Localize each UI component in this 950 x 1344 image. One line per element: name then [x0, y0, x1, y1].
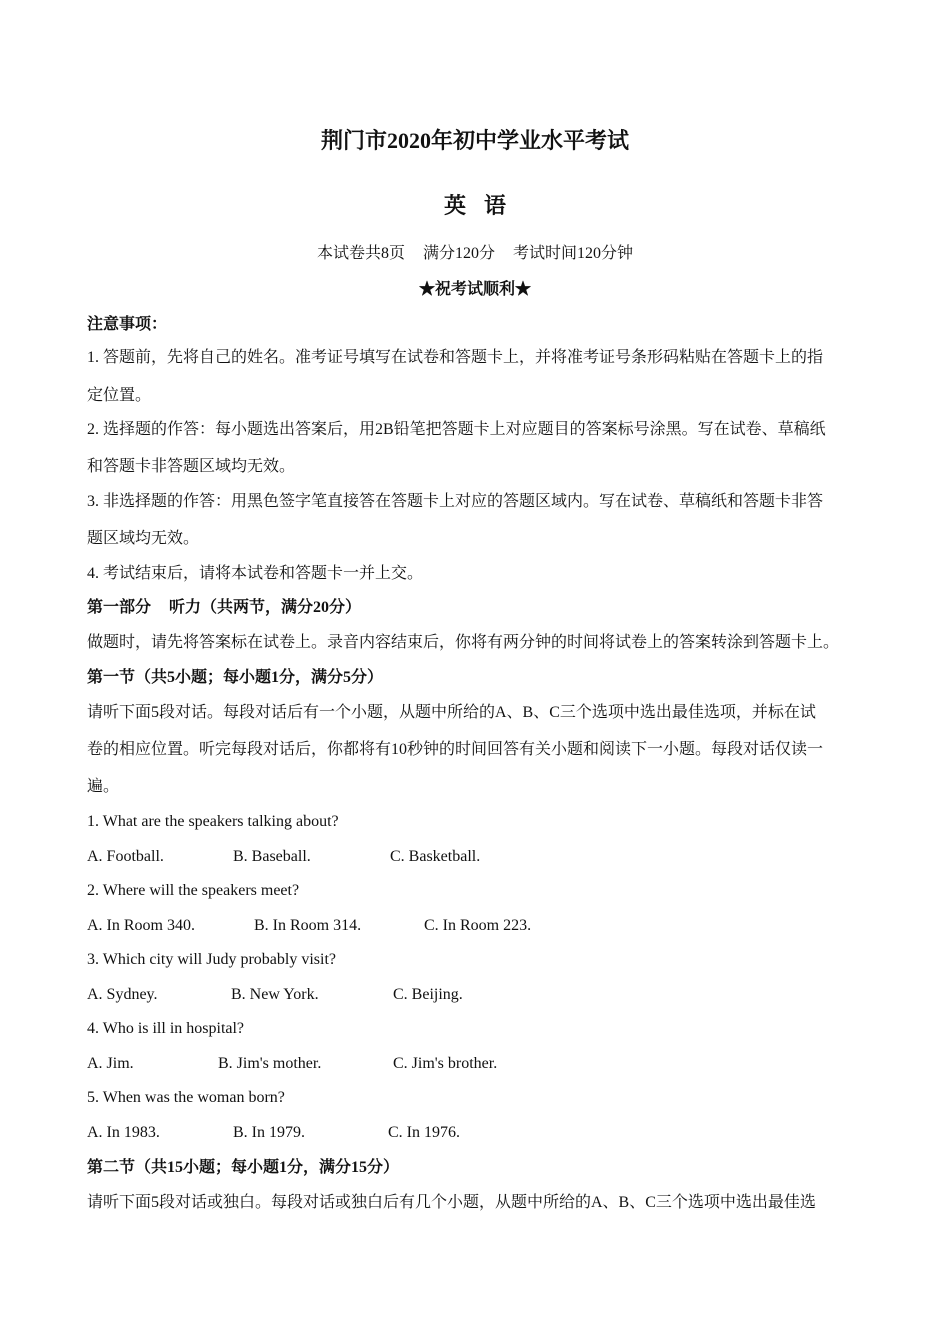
option-c: C. In 1976. — [388, 1124, 460, 1141]
part1-heading-text: 听力（共两节，满分20分） — [169, 599, 362, 616]
option-a: A. In Room 340. — [87, 917, 195, 934]
note-line: 1. 答题前，先将自己的姓名。准考证号填写在试卷和答题卡上，并将准考证号条形码粘贴在答题卡上的指 — [87, 349, 824, 366]
option-b: B. Baseball. — [233, 848, 311, 865]
info-time: 考试时间120分钟 — [513, 245, 634, 262]
question-text: 3. Which city will Judy probably visit? — [87, 951, 337, 968]
question-text: 5. When was the woman born? — [87, 1089, 285, 1106]
section1-instruction-line: 请听下面5段对话。每段对话后有一个小题，从题中所给的A、B、C三个选项中选出最佳选项，并标在试 — [87, 704, 816, 721]
subject-title: 英语 — [443, 193, 524, 218]
note-line: 题区域均无效。 — [87, 530, 200, 547]
option-b: B. New York. — [231, 986, 319, 1003]
note-line: 定位置。 — [87, 387, 152, 404]
option-a: A. Sydney. — [87, 986, 158, 1003]
question-text: 1. What are the speakers talking about? — [87, 813, 339, 830]
section1-heading: 第一节（共5小题；每小题1分，满分5分） — [87, 669, 384, 686]
question-text: 4. Who is ill in hospital? — [87, 1020, 245, 1037]
option-c: C. Jim's brother. — [393, 1055, 498, 1072]
option-a: A. Jim. — [87, 1055, 134, 1072]
note-line: 2. 选择题的作答：每小题选出答案后，用2B铅笔把答题卡上对应题目的答案标号涂黑。写在试卷、草稿纸 — [87, 421, 826, 438]
part1-heading-label: 第一部分 — [87, 599, 152, 616]
option-a: A. Football. — [87, 848, 164, 865]
info-score: 满分120分 — [422, 245, 495, 262]
section2-instruction: 请听下面5段对话或独白。每段对话或独白后有几个小题，从题中所给的A、B、C三个选项中选出最佳选 — [87, 1194, 816, 1211]
info-pages: 本试卷共8页 — [316, 245, 405, 262]
section1-instruction-line: 卷的相应位置。听完每段对话后，你都将有10秒钟的时间回答有关小题和阅读下一小题。每段对话仅读一 — [87, 741, 824, 758]
option-b: B. Jim's mother. — [218, 1055, 322, 1072]
option-c: C. In Room 223. — [424, 917, 532, 934]
option-c: C. Basketball. — [390, 848, 481, 865]
good-luck-line: ★祝考试顺利★ — [418, 281, 531, 298]
section1-instruction-line: 遍。 — [87, 778, 120, 795]
note-line: 3. 非选择题的作答：用黑色签字笔直接答在答题卡上对应的答题区域内。写在试卷、草稿纸和答题卡非答 — [87, 493, 824, 510]
note-line: 和答题卡非答题区域均无效。 — [87, 458, 296, 475]
option-a: A. In 1983. — [87, 1124, 160, 1141]
option-c: C. Beijing. — [393, 986, 463, 1003]
exam-title: 荆门市2020年初中学业水平考试 — [320, 128, 629, 153]
note-line: 4. 考试结束后，请将本试卷和答题卡一并上交。 — [87, 565, 424, 582]
option-b: B. In 1979. — [233, 1124, 305, 1141]
question-text: 2. Where will the speakers meet? — [87, 882, 300, 899]
option-b: B. In Room 314. — [254, 917, 362, 934]
part1-heading — [87, 597, 877, 619]
section2-heading: 第二节（共15小题；每小题1分，满分15分） — [87, 1159, 400, 1176]
part1-instruction: 做题时，请先将答案标在试卷上。录音内容结束后，你将有两分钟的时间将试卷上的答案转涂到答题卡上。 — [87, 634, 840, 651]
notes-heading: 注意事项： — [87, 316, 168, 333]
exam-info — [0, 243, 950, 265]
